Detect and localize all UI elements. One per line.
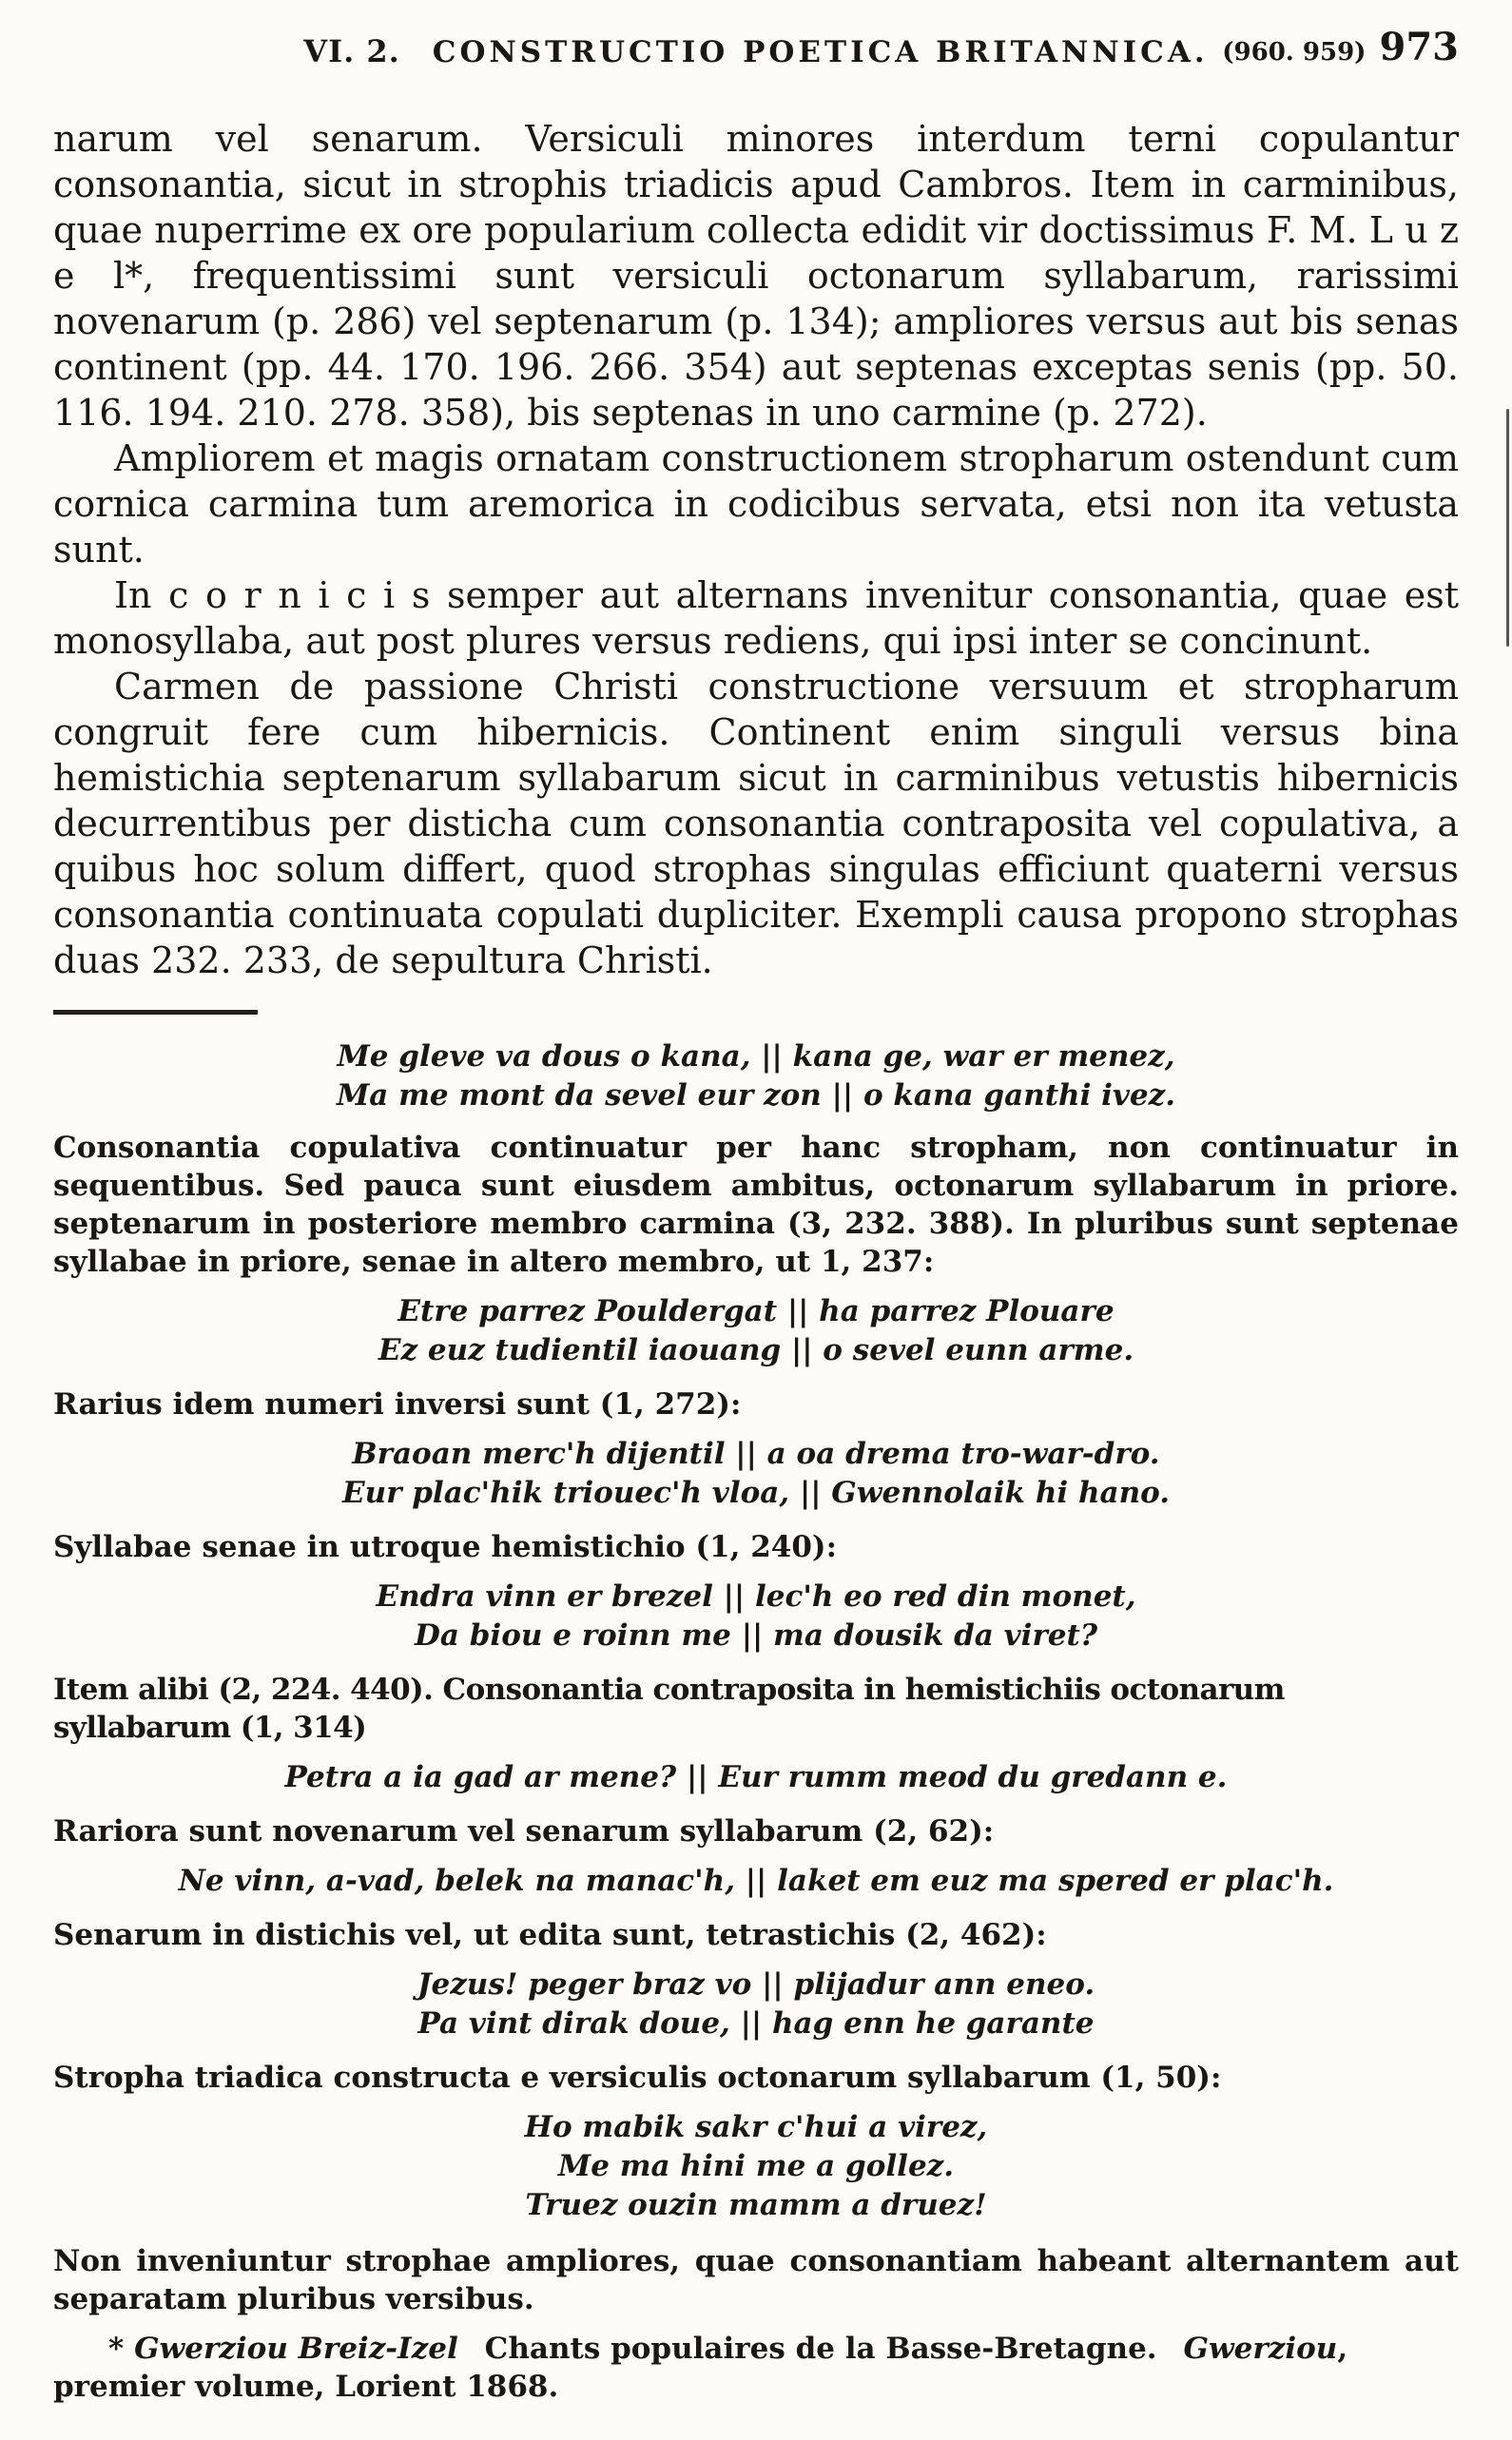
- verse-line: Truez ouzin mamm a druez!: [525, 2188, 987, 2222]
- verse-example-4: [53, 1578, 1459, 1656]
- paragraph-in-cornicis: In c o r n i c i s semper aut alternans invenitur consonantia, quae est monosyllaba, aut post plures versus rediens, qui ipsi inter se concinunt.: [53, 574, 1459, 662]
- verse-line: Petra a ia gad ar mene? || Eur rumm meod du gredann e.: [284, 1760, 1228, 1794]
- verse-line: Eur plac'hik triouec'h vloa, || Gwennolaik hi hano.: [341, 1476, 1171, 1510]
- closing-note: Non inveniuntur strophae ampliores, quae consonantiam habeant alternantem aut separatam pluribus versibus.: [53, 2244, 1459, 2316]
- footnote-description: Chants populaires de la Basse-Bretagne.: [484, 2332, 1157, 2366]
- page-number: 973: [1379, 25, 1459, 69]
- leader-rariora: Rariora sunt novenarum vel senarum syllabarum (2, 62):: [53, 1814, 995, 1849]
- verse-line: Endra vinn er brezel || lec'h eo red din monet,: [376, 1579, 1136, 1614]
- verse-line: Ez euz tudientil iaouang || o sevel eunn arme.: [378, 1333, 1134, 1367]
- verse-line: Braoan merc'h dijentil || a oa drema tro-war-dro.: [352, 1437, 1160, 1471]
- page-header: [53, 25, 1459, 80]
- verse-example-1: [53, 1037, 1459, 1115]
- verse-line: Me gleve va dous o kana, || kana ge, war er menez,: [337, 1039, 1175, 1074]
- footnote: [53, 2330, 1459, 2406]
- leader-stropha-triadica: Stropha triadica constructa e versiculis octonarum syllabarum (1, 50):: [53, 2061, 1222, 2095]
- paragraph-ampliorem: Ampliorem et magis ornatam constructionem stropharum ostendunt cum cornica carmina tum aremorica in codicibus servata, etsi non ita vetusta sunt.: [53, 437, 1459, 571]
- verse-line: Ho mabik sakr c'hui a virez,: [524, 2110, 988, 2144]
- running-title: CONSTRUCTIO POETICA BRITANNICA.: [432, 35, 1209, 69]
- verse-line: Jezus! peger braz vo || plijadur ann eneo.: [417, 1967, 1095, 2002]
- page-ref-group: [1222, 25, 1459, 78]
- verse-example-7: [53, 1966, 1459, 2043]
- scan-artifact-line: [1506, 409, 1509, 647]
- footnote-work-title-2: Gwerziou: [1183, 2332, 1338, 2366]
- verse-example-3: [53, 1435, 1459, 1513]
- verse-line: Pa vint dirak doue, || hag enn he garante: [417, 2006, 1095, 2041]
- commentary-consonantia: Consonantia copulativa continuatur per hanc stropham, non continuatur in sequentibus. Sed pauca sunt eiusdem ambitus, octonarum syllabarum in priore. septenarum in posteriore membro carmina (3, 232. 388). In pluribus sunt septenae syllabae in priore, senae in altero membro, ut 1, 237:: [53, 1131, 1459, 1279]
- footnote-marker: *: [108, 2332, 125, 2366]
- footnote-work-title: Gwerziou Breiz-Izel: [134, 2332, 458, 2366]
- leader-item-alibi: Item alibi (2, 224. 440). Consonantia contraposita in hemistichiis octonarum syllabarum (1, 314): [53, 1673, 1285, 1745]
- page-body: [53, 116, 1459, 2406]
- verse-line: Etre parrez Pouldergat || ha parrez Plouare: [397, 1294, 1115, 1328]
- verse-example-8: [53, 2108, 1459, 2225]
- verse-line: Ma me mont da sevel eur zon || o kana ganthi ivez.: [336, 1078, 1176, 1113]
- leader-senarum: Senarum in distichis vel, ut edita sunt, tetrastichis (2, 462):: [53, 1918, 1047, 1952]
- verse-line: Da biou e roinn me || ma dousik da viret?: [414, 1618, 1097, 1653]
- section-rule: [53, 1010, 258, 1015]
- leader-syllabae-senae: Syllabae senae in utroque hemistichio (1, 240):: [53, 1530, 838, 1564]
- leader-rarius: Rarius idem numeri inversi sunt (1, 272):: [53, 1387, 742, 1422]
- verse-line: Ne vinn, a-vad, belek na manac'h, || laket em euz ma spered er plac'h.: [178, 1864, 1334, 1898]
- verse-example-2: [53, 1292, 1459, 1370]
- footnote-tail: , premier volume, Lorient 1868.: [53, 2332, 1348, 2404]
- verse-line: Me ma hini me a gollez.: [557, 2149, 955, 2183]
- paragraph-continuation: narum vel senarum. Versiculi minores interdum terni copulantur consonantia, sicut in strophis triadicis apud Cambros. Item in carminibus, quae nuperrime ex ore popularium collecta edidit vir doctissimus F. M. L u z e l*, frequentissimi sunt versiculi octonarum syllabarum, rarissimi novenarum (p. 286) vel septenarum (p. 134); ampliores versus aut bis senas continent (pp. 44. 170. 196. 266. 354) aut septenas exceptas senis (pp. 50. 116. 194. 210. 278. 358), bis septenas in uno carmine (p. 272).: [53, 118, 1459, 434]
- section-label: VI. 2.: [303, 33, 400, 69]
- verse-example-6: [53, 1862, 1459, 1901]
- verse-example-5: [53, 1758, 1459, 1797]
- paragraph-carmen-de-passione: Carmen de passione Christi constructione versuum et stropharum congruit fere cum hibernicis. Continent enim singuli versus bina hemistichia septenarum syllabarum sicut in carminibus vetustis hibernicis decurrentibus per disticha cum consonantia contraposita vel copulativa, a quibus hoc solum differt, quod strophas singulas efficiunt quaterni versus consonantia continuata copulati dupliciter. Exempli causa propono strophas duas 232. 233, de sepultura Christi.: [53, 666, 1459, 981]
- column-ref: (960. 959): [1222, 38, 1367, 67]
